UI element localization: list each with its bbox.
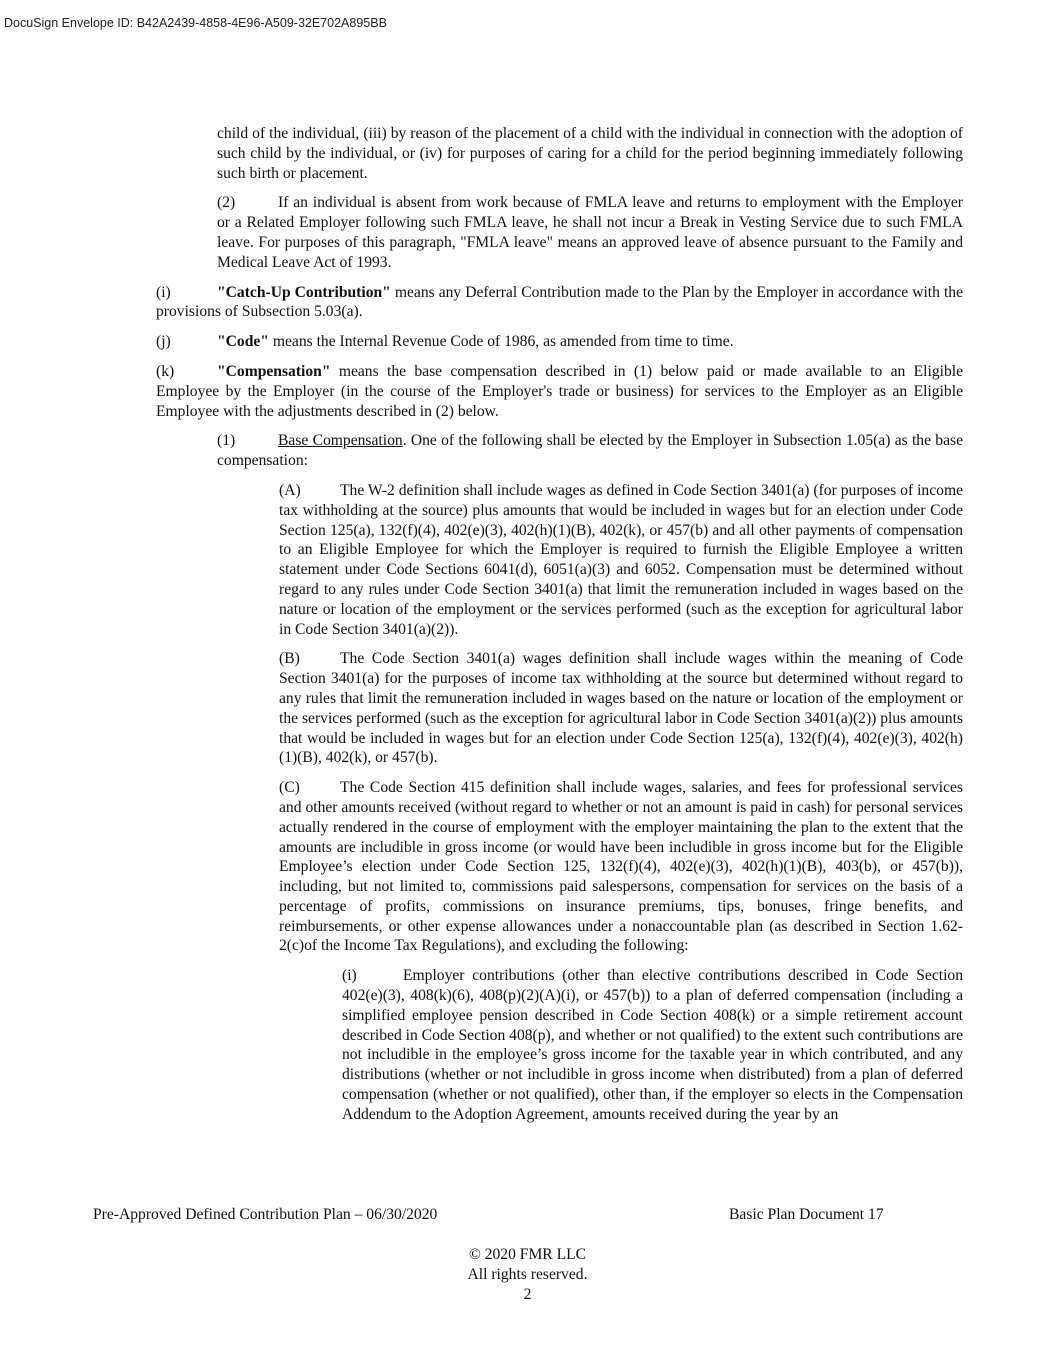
paragraph-2 [217,193,963,272]
base-compensation-paragraph [217,431,963,471]
copyright-text: © 2020 FMR LLC [468,1246,587,1263]
paragraph-text: The Code Section 3401(a) wages definition shall include wages within the meaning of Code Section 3401(a) for the purposes of income tax withholding at the source but determined without regard to any rules that limit the remuneration included in wages based on the nature or location of the employment or the services performed (such as the exception for agricultural labor in Code Section 3401(a)(2)) plus amounts that would be included in wages but for an election under Code Section 125(a), 132(f)(4), 402(e)(3), 402(h)(1)(B), 402(k), or 457(b). [279,650,963,767]
footer-plan-name: Pre-Approved Defined Contribution Plan – 06/30/2020 [93,1206,438,1223]
section-3401a-definition-paragraph [279,649,963,768]
paragraph-number: (i) [342,967,357,985]
paragraph-text: The Code Section 415 definition shall include wages, salaries, and fees for professional services and other amounts received (without regard to whether or not an amount is paid in cash) for personal services actually rendered in the course of employment with the employer maintaining the plan to the extent that the amounts are includible in gross income (or would have been includible in gross income but for the Eligible Employee’s election under Code Section 125, 132(f)(4), 402(e)(3), 402(h)(1)(B), 403(b), or 457(b)), including, but not limited to, commissions paid salespersons, compensation for services on the basis of a percentage of profits, commissions on insurance premiums, tips, bonuses, fringe benefits, and reimbursements, or other expense allowances under a nonaccountable plan (as described in Section 1.62-2(c)of the Income Tax Regulations), and excluding the following: [279,779,963,955]
paragraph-text: Employer contributions (other than elective contributions described in Code Section 402(e)(3), 408(k)(6), 408(p)(2)(A)(i), or 457(b)) to a plan of deferred compensation (including a simplified employee pension described in Code Section 408(k) or a simple retirement account described in Code Section 408(p), and whether or not qualified) to the extent such contributions are not includible in the employee’s gross income for the taxable year in which contributed, and any distributions (whether or not includible in gross income when distributed) from a plan of deferred compensation (whether or not qualified), other than, if the employer so elects in the Compensation Addendum to the Adoption Agreement, amounts received during the year by an [342,967,963,1123]
paragraph-text: The W-2 definition shall include wages as defined in Code Section 3401(a) (for purposes of income tax withholding at the source) plus amounts that would be included in wages but for an election under Code Section 125(a), 132(f)(4), 402(e)(3), 402(h)(1)(B), 402(k), or 457(b) and all other payments of compensation to an Eligible Employee for which the Employer is required to furnish the Eligible Employee a written statement under Code Sections 6041(d), 6051(a)(3) and 6052. Compensation must be determined without regard to any rules under Code Section 3401(a) that limit the remuneration included in wages based on the nature or location of the employment or the services performed (such as the exception for agricultural labor in Code Section 3401(a)(2)). [279,481,963,638]
employer-contributions-paragraph [342,966,963,1124]
paragraph-number: (2) [217,194,236,212]
paragraph-text: If an individual is absent from work because of FMLA leave and returns to employment with the Employer or a Related Employer following such FMLA leave, he shall not incur a Break in Vesting Service due to such FMLA leave. For purposes of this paragraph, "FMLA leave" means an approved leave of absence pursuant to the Family and Medical Leave Act of 1993. [217,194,963,271]
paragraph-number: (1) [217,432,236,450]
w2-definition-paragraph [279,481,963,639]
envelope-id: DocuSign Envelope ID: B42A2439-4858-4E96-A509-32E702A895BB [4,16,387,30]
paragraph-number: (A) [279,481,301,499]
definition-number: (j) [156,333,171,351]
definition-number: (i) [156,283,171,301]
paragraph-continuation: child of the individual, (iii) by reason of the placement of a child with the individual in connection with the adoption of such child by the individual, or (iv) for purposes of caring for a child for the period beginning immediately following such birth or placement. [217,125,963,182]
paragraph-number: (C) [279,779,300,797]
definition-compensation [156,362,963,421]
definition-term: "Catch-Up Contribution" [217,283,391,301]
footer-document-page: Basic Plan Document 17 [729,1206,884,1223]
page-number: 2 [523,1286,532,1303]
definition-text: means the Internal Revenue Code of 1986, as amended from time to time. [268,333,734,351]
document-body [156,124,963,1135]
definition-term: "Code" [217,333,269,351]
rights-text: All rights reserved. [467,1266,588,1283]
definition-catch-up-contribution [156,283,963,323]
definition-code [156,332,963,352]
definition-number: (k) [156,362,175,380]
copyright-block [0,1245,1055,1305]
definition-text: means the base compensation described in (1) below paid or made available to an Eligible Employee by the Employer (in the course of the Employer's trade or business) for services to the Employer as an Eligible Employee with the adjustments described in (2) below. [156,362,963,420]
definition-text: means any Deferral Contribution made to the Plan by the Employer in accordance with the provisions of Subsection 5.03(a). [156,283,963,321]
paragraph-heading: Base Compensation [278,432,403,450]
definition-term: "Compensation" [217,362,331,380]
section-415-definition-paragraph [279,778,963,956]
paragraph-text: . One of the following shall be elected by the Employer in Subsection 1.05(a) as the base compensation: [217,432,963,470]
paragraph-number: (B) [279,650,300,668]
